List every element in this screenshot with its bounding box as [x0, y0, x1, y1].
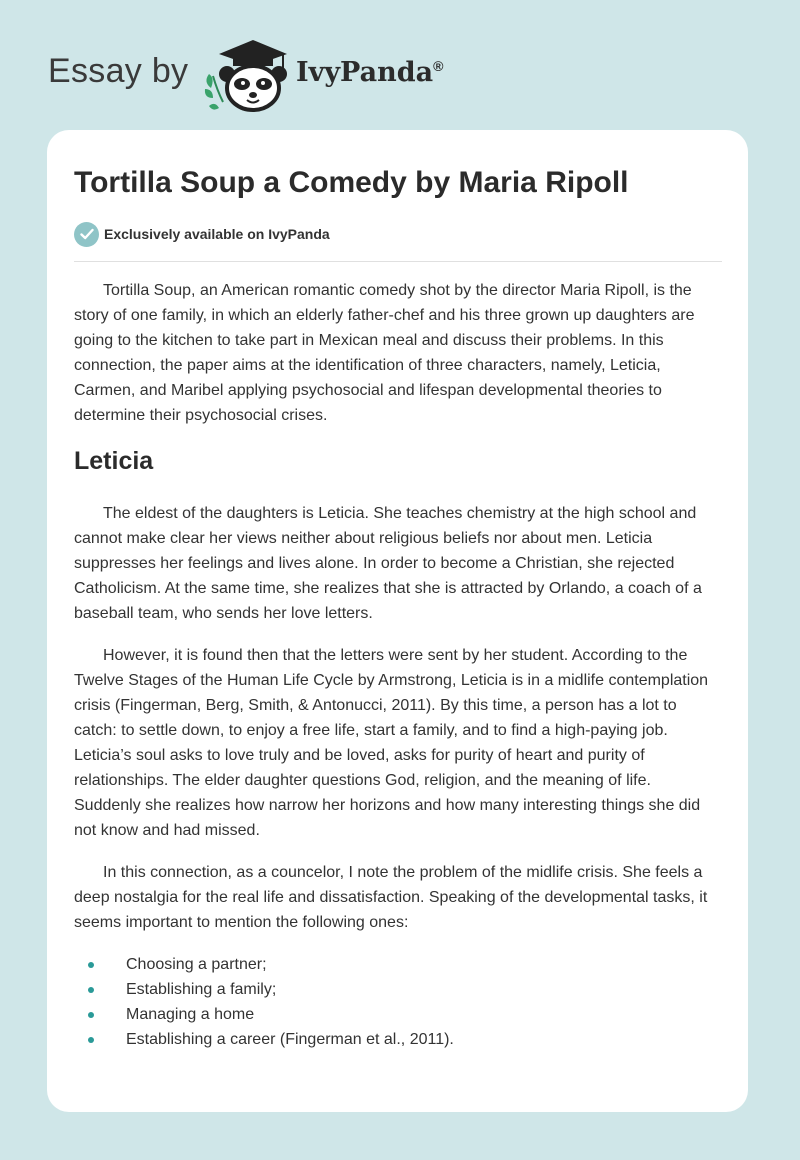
body-paragraph: However, it is found then that the letters were sent by her student. According to the Twelve Stages of the Human Life Cycle by Armstrong, Leticia is in a midlife contemplation crisis (Fingerman, Berg, Smith, & Antonucci, 2011). By this time, a person has a lot to catch: to settle down, to enjoy a free life, start a family, and to find a high-paying job. Leticia’s soul asks to love truly and be loved, asks for purity of heart and purity of relationships. The elder daughter questions God, religion, and the meaning of life. Suddenly she realizes how narrow her horizons and how many interesting things she did not know and had missed. [74, 647, 709, 839]
registered-mark: ® [433, 58, 444, 74]
body-paragraph: The eldest of the daughters is Leticia. She teaches chemistry at the high school and cannot make clear her views neither about religious beliefs nor about men. Leticia suppresses her feelings and lives alone. In order to become a Christian, she rejected Catholicism. At the same time, she realizes that she is attracted by Orlando, a coach of a baseball team, who sends her love letters. [74, 505, 702, 622]
intro-paragraph: Tortilla Soup, an American romantic comedy shot by the director Maria Ripoll, is the story of one family, in which an elderly father-chef and his three grown up daughters are going to the kitchen to take part in Mexican meal and discuss their problems. In this connection, the paper aims at the identification of three characters, namely, Leticia, Carmen, and Maribel applying psychosocial and lifespan developmental theories to determine their psychosocial crises. [74, 282, 695, 424]
page-title: Tortilla Soup a Comedy by Maria Ripoll [74, 166, 629, 199]
list-item: Choosing a partner; [74, 952, 722, 977]
badge-text: Exclusively available on IvyPanda [104, 226, 330, 242]
essay-body [74, 278, 722, 1052]
body-paragraph: In this connection, as a councelor, I note the problem of the midlife crisis. She feels a deep nostalgia for the real life and dissatisfaction. Speaking of the developmental tasks, it seems important to mention the following ones: [74, 864, 708, 931]
bullet-icon [88, 987, 94, 993]
list-item: Establishing a career (Fingerman et al., 2011). [74, 1027, 722, 1052]
essay-card [47, 130, 748, 1112]
list-item: Establishing a family; [74, 977, 722, 1002]
bullet-icon [88, 1037, 94, 1043]
brand-name[interactable]: IvyPanda® [296, 57, 444, 88]
checkmark-icon [74, 222, 99, 247]
task-list [74, 952, 722, 1052]
bullet-icon [88, 962, 94, 968]
site-header [48, 36, 508, 116]
list-item: Managing a home [74, 1002, 722, 1027]
section-heading: Leticia [74, 447, 154, 475]
exclusive-badge [74, 221, 330, 247]
bullet-icon [88, 1012, 94, 1018]
divider [74, 261, 722, 262]
essay-by-label: Essay by [48, 52, 189, 90]
panda-logo-icon[interactable] [203, 36, 289, 114]
